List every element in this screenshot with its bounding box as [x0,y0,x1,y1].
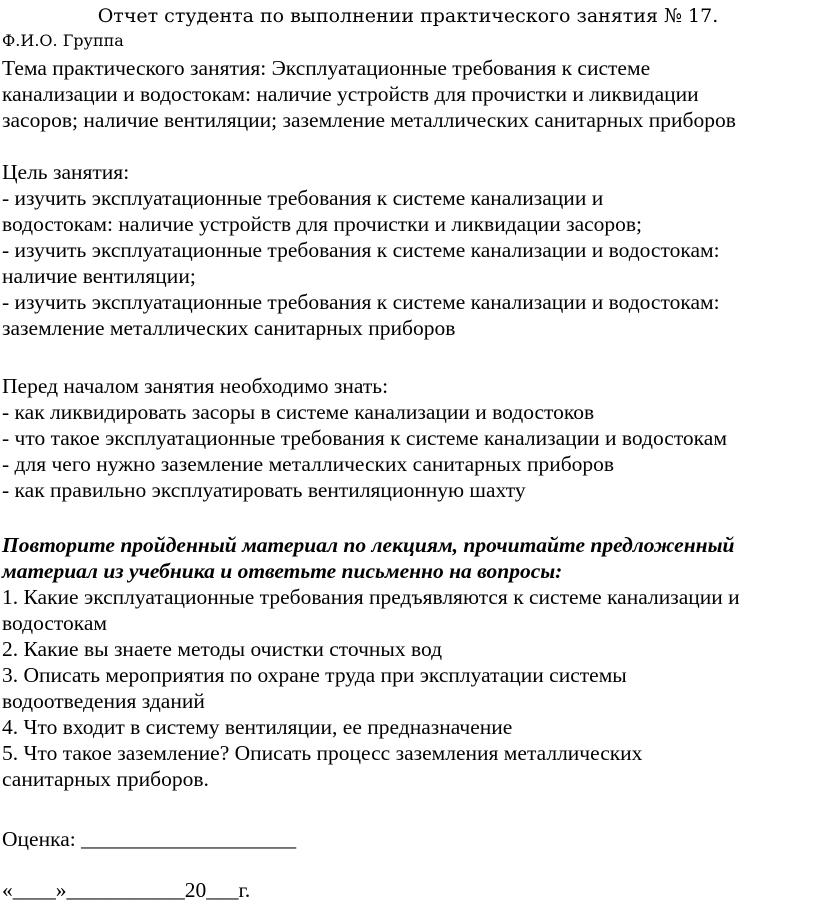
prerequisites-heading: Перед началом занятия необходимо знать: [2,374,389,398]
instructions-line: материал из учебника и ответьте письменно на вопросы: [2,559,563,583]
date-field: «____»___________20___г. [2,878,251,902]
question-line: санитарных приборов. [2,767,209,791]
goal-line: - изучить эксплуатационные требования к системе канализации и водостокам: [2,238,720,262]
date-line [2,877,814,903]
grade-line [2,826,814,852]
goal-heading: Цель занятия: [2,160,130,184]
goal-line: - изучить эксплуатационные требования к системе канализации и [2,186,604,210]
question-line: 5. Что такое заземление? Описать процесс заземления металлических [2,741,643,765]
topic-line: канализации и водостокам: наличие устройств для прочистки и ликвидации [2,82,699,106]
fio-group-label: Ф.И.О. Группа [2,31,124,50]
question-line: 3. Описать мероприятия по охране труда при эксплуатации системы [2,663,627,687]
question-line: 4. Что входит в систему вентиляции, ее предназначение [2,715,513,739]
question-line: 1. Какие эксплуатационные требования предъявляются к системе канализации и [2,585,740,609]
question-line: 2. Какие вы знаете методы очистки сточных вод [2,637,443,661]
topic-section [2,55,814,133]
questions-section [2,532,814,792]
goal-line: наличие вентиляции; [2,264,196,288]
prerequisite-line: - как ликвидировать засоры в системе канализации и водостоков [2,400,595,424]
prerequisite-line: - что такое эксплуатационные требования к системе канализации и водостокам [2,426,727,450]
question-line: водоотведения зданий [2,689,205,713]
goal-section [2,159,814,341]
goal-line: заземление металлических санитарных приборов [2,316,456,340]
grade-field: Оценка: ____________________ [2,827,297,851]
report-title: Отчет студента по выполнении практического занятия № 17. [97,5,719,27]
prerequisite-line: - как правильно эксплуатировать вентиляционную шахту [2,478,526,502]
question-line: водостокам [2,611,108,635]
goal-line: - изучить эксплуатационные требования к системе канализации и водостокам: [2,290,720,314]
goal-line: водостокам: наличие устройств для прочистки и ликвидации засоров; [2,212,643,236]
prerequisites-section [2,373,814,503]
topic-line: Тема практического занятия: Эксплуатационные требования к системе [2,56,651,80]
instructions-line: Повторите пройденный материал по лекциям, прочитайте предложенный [2,533,735,557]
prerequisite-line: - для чего нужно заземление металлических санитарных приборов [2,452,615,476]
topic-line: засоров; наличие вентиляции; заземление металлических санитарных приборов [2,108,736,132]
